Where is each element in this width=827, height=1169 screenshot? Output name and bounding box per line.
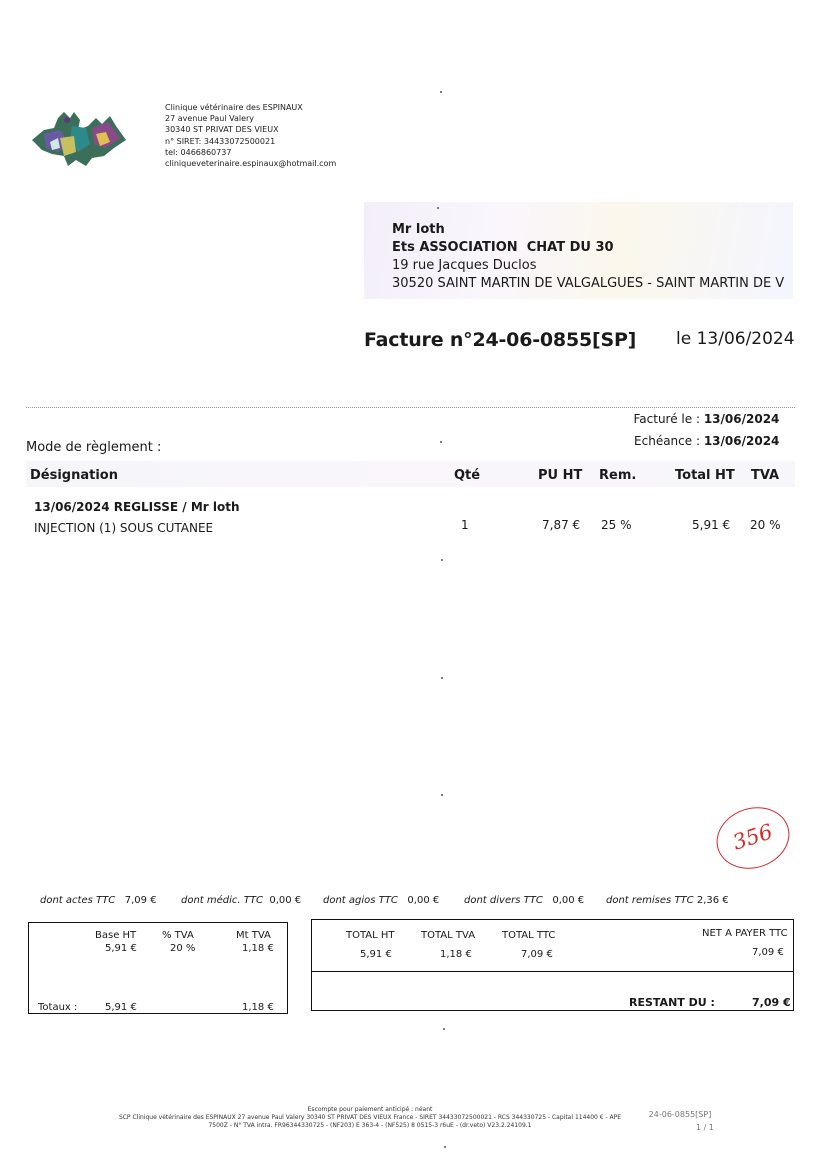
- row-rem: 25 %: [601, 518, 632, 532]
- divider: [26, 407, 795, 408]
- remises-value: 2,36 €: [696, 895, 729, 906]
- footer-invoice-ref: 24-06-0855[SP]: [648, 1110, 712, 1119]
- actes-value: 7,09 €: [124, 895, 157, 906]
- clinic-email: cliniqueveterinaire.espinaux@hotmail.com: [165, 159, 337, 169]
- clinic-siret: n° SIRET: 34433072500021: [165, 136, 276, 146]
- totals-box: [311, 919, 794, 1011]
- recipient-company: Ets ASSOCIATION CHAT DU 30: [392, 240, 614, 255]
- row-pu-ht: 7,87 €: [542, 518, 581, 532]
- scan-speck: [441, 794, 443, 796]
- due-label: Echéance :: [634, 434, 700, 448]
- row-total-ht: 5,91 €: [692, 518, 731, 532]
- agios-label: dont agios TTC: [323, 895, 398, 906]
- total-tva-value: 1,18 €: [440, 949, 472, 960]
- clinic-address: 27 avenue Paul Valery: [165, 114, 255, 124]
- recipient-city: 30520 SAINT MARTIN DE VALGALGUES - SAINT MARTIN DE V: [392, 276, 785, 291]
- medic-value: 0,00 €: [269, 895, 302, 906]
- invoice-date: le 13/06/2024: [676, 329, 795, 349]
- base-ht-label: Base HT: [95, 930, 137, 941]
- totaux-label: Totaux :: [38, 1002, 78, 1013]
- due-value: 13/06/2024: [703, 434, 780, 448]
- clinic-logo-icon: [30, 108, 128, 168]
- col-qty: Qté: [454, 468, 481, 483]
- restant-label: RESTANT DU :: [629, 996, 715, 1009]
- medic-ttc: [181, 895, 301, 906]
- totals-divider: [312, 971, 793, 972]
- handwritten-number-stamp: [709, 798, 798, 878]
- scan-speck: [441, 559, 443, 561]
- footer-line-2: SCP Clinique vétérinaire des ESPINAUX 27 avenue Paul Valery 30340 ST PRIVAT DES VIEUX France - SIRET 34433072500021 - RCS 344330725 - Capital 114400 € - APE: [118, 1114, 622, 1121]
- col-rem: Rem.: [599, 468, 637, 483]
- clinic-tel: tel: 0466860737: [165, 147, 232, 157]
- recipient-name: Mr loth: [392, 222, 445, 237]
- total-ttc-label: TOTAL TTC: [502, 930, 556, 941]
- billed-label: Facturé le :: [633, 412, 700, 426]
- mt-tva-label: Mt TVA: [236, 930, 271, 941]
- agios-value: 0,00 €: [407, 895, 440, 906]
- total-ht-value: 5,91 €: [360, 949, 392, 960]
- total-ttc-value: 7,09 €: [521, 949, 553, 960]
- group-title: 13/06/2024 REGLISSE / Mr loth: [34, 500, 240, 514]
- agios-ttc: [323, 895, 439, 906]
- row-tva: 20 %: [750, 518, 781, 532]
- divers-label: dont divers TTC: [464, 895, 543, 906]
- row-designation: INJECTION (1) SOUS CUTANEE: [34, 521, 214, 535]
- actes-label: dont actes TTC: [40, 895, 116, 906]
- col-tva: TVA: [751, 468, 780, 483]
- net-value: 7,09 €: [752, 947, 784, 958]
- row-qty: 1: [461, 518, 469, 532]
- stamp-number: 356: [729, 819, 776, 855]
- remises-ttc: [606, 895, 729, 906]
- scan-speck: [444, 1146, 446, 1148]
- total-mt-tva: 1,18 €: [242, 1002, 274, 1013]
- clinic-info: [165, 102, 336, 169]
- medic-label: dont médic. TTC: [181, 895, 263, 906]
- divers-value: 0,00 €: [552, 895, 585, 906]
- pct-tva-value: 20 %: [170, 943, 196, 954]
- scan-speck: [440, 441, 442, 443]
- invoice-title: Facture n°24-06-0855[SP]: [364, 329, 637, 351]
- billed-row: [610, 412, 779, 426]
- pct-tva-label: % TVA: [162, 930, 194, 941]
- billed-value: 13/06/2024: [703, 412, 780, 426]
- restant-value: 7,09 €: [752, 996, 791, 1009]
- base-ht-value: 5,91 €: [105, 943, 137, 954]
- due-row: [610, 434, 779, 448]
- mt-tva-value: 1,18 €: [242, 943, 274, 954]
- clinic-city: 30340 ST PRIVAT DES VIEUX: [165, 125, 279, 135]
- recipient-block: [364, 202, 793, 299]
- remises-label: dont remises TTC: [606, 895, 694, 906]
- total-base-ht: 5,91 €: [105, 1002, 137, 1013]
- divers-ttc: [464, 895, 584, 906]
- col-designation: Désignation: [30, 468, 118, 483]
- footer-page-number: 1 / 1: [696, 1123, 714, 1132]
- col-pu-ht: PU HT: [538, 468, 583, 483]
- footer-line-3: 7500Z - N° TVA intra. FR96344330725 - (NF203) E 363-4 - (NF525) 8 0515-3 r6uE - (dr.veto) V23.2.24109.1: [208, 1122, 532, 1129]
- col-total-ht: Total HT: [675, 468, 735, 483]
- total-ht-label: TOTAL HT: [346, 930, 395, 941]
- payment-mode: Mode de règlement :: [26, 440, 162, 455]
- vat-box: [28, 922, 288, 1014]
- recipient-street: 19 rue Jacques Duclos: [392, 258, 537, 273]
- table-header: [26, 461, 795, 487]
- scan-speck: [441, 677, 443, 679]
- net-label: NET A PAYER TTC: [702, 928, 788, 939]
- footer-line-1: Escompte pour paiement anticipé : néant: [307, 1106, 433, 1113]
- total-tva-label: TOTAL TVA: [421, 930, 476, 941]
- footer-legal: [90, 1106, 650, 1130]
- scan-speck: [437, 207, 439, 209]
- actes-ttc: [40, 895, 157, 906]
- clinic-name: Clinique vétérinaire des ESPINAUX: [165, 103, 303, 112]
- scan-speck: [443, 1028, 445, 1030]
- scan-speck: [440, 91, 442, 93]
